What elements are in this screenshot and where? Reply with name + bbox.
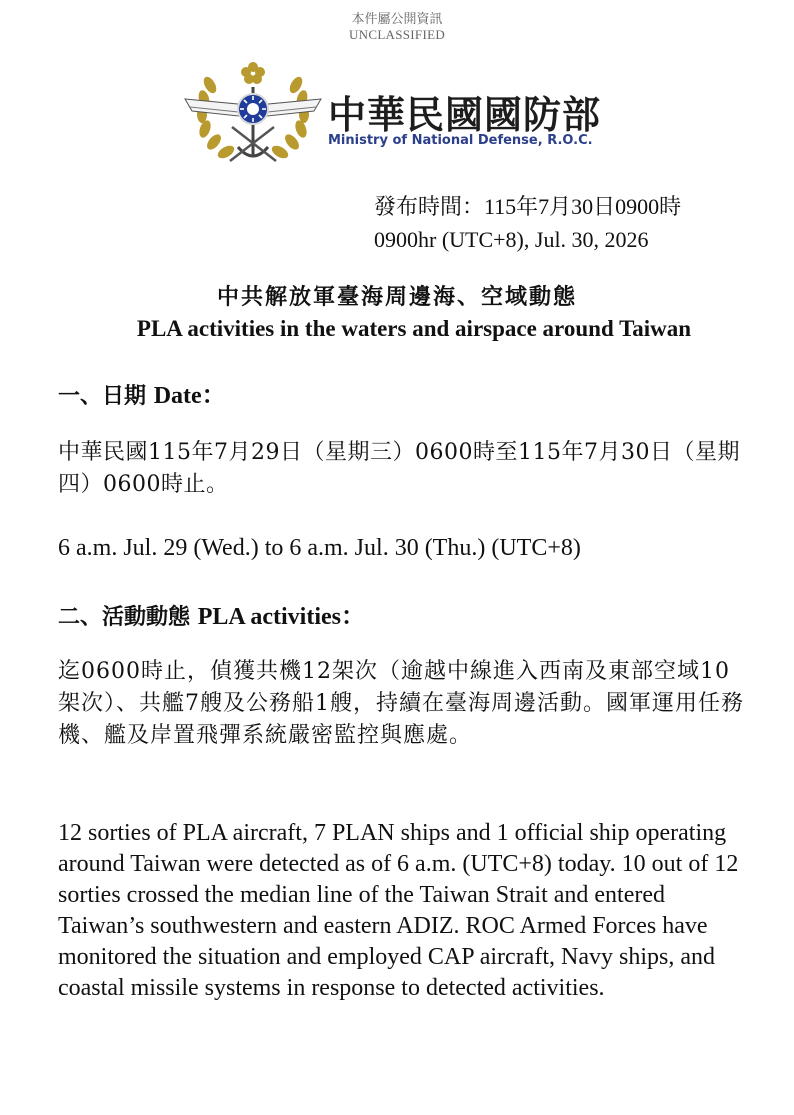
release-time-zh: 發布時間：115年7月30日0900時 — [374, 194, 682, 219]
date-text-en: 6 a.m. Jul. 29 (Wed.) to 6 a.m. Jul. 30 (Thu.) (UTC+8) — [58, 535, 581, 561]
section-date-heading-en: Date： — [153, 383, 226, 409]
org-name-en: Ministry of National Defense, R.O.C. — [328, 133, 593, 148]
section-activities-heading-zh: 二、活動動態 — [58, 604, 191, 630]
section-date-heading — [58, 375, 226, 410]
section-activities-heading — [58, 596, 365, 631]
org-name-zh: 中華民國國防部 — [328, 93, 602, 137]
mnd-emblem-icon — [180, 57, 326, 175]
date-text-zh: 中華民國115年7月29日（星期三）0600時至115年7月30日（星期四）0600時止。 — [58, 440, 740, 497]
activities-text-en: 12 sorties of PLA aircraft, 7 PLAN ships and 1 official ship operating around Taiwan were detected as of 6 a.m. (UTC+8) today. 10 out of 12 sorties crossed the median line of the Taiwan Strait and entered Taiwan’s southwestern and eastern ADIZ. ROC Armed Forces have monitored the situation and employed CAP aircraft, Navy ships, and coastal missile systems in response to detected activities. — [58, 820, 739, 1001]
page-title — [0, 281, 794, 345]
title-zh: 中共解放軍臺海周邊海、空域動態 — [216, 284, 577, 310]
classification-zh: 本件屬公開資訊 — [351, 11, 443, 26]
classification-en: UNCLASSIFIED — [348, 27, 446, 42]
section-activities-heading-en: PLA activities： — [197, 604, 365, 630]
release-time — [374, 190, 681, 256]
title-en: PLA activities in the waters and airspace around Taiwan — [136, 316, 692, 341]
section-date-heading-zh: 一、日期 — [58, 383, 147, 409]
activities-text-zh: 迄0600時止，偵獲共機12架次（逾越中線進入西南及東部空域10架次）、共艦7艘及公務船1艘，持續在臺海周邊活動。國軍運用任務機、艦及岸置飛彈系統嚴密監控與應處。 — [58, 659, 744, 748]
release-time-en: 0900hr (UTC+8), Jul. 30, 2026 — [374, 227, 649, 252]
